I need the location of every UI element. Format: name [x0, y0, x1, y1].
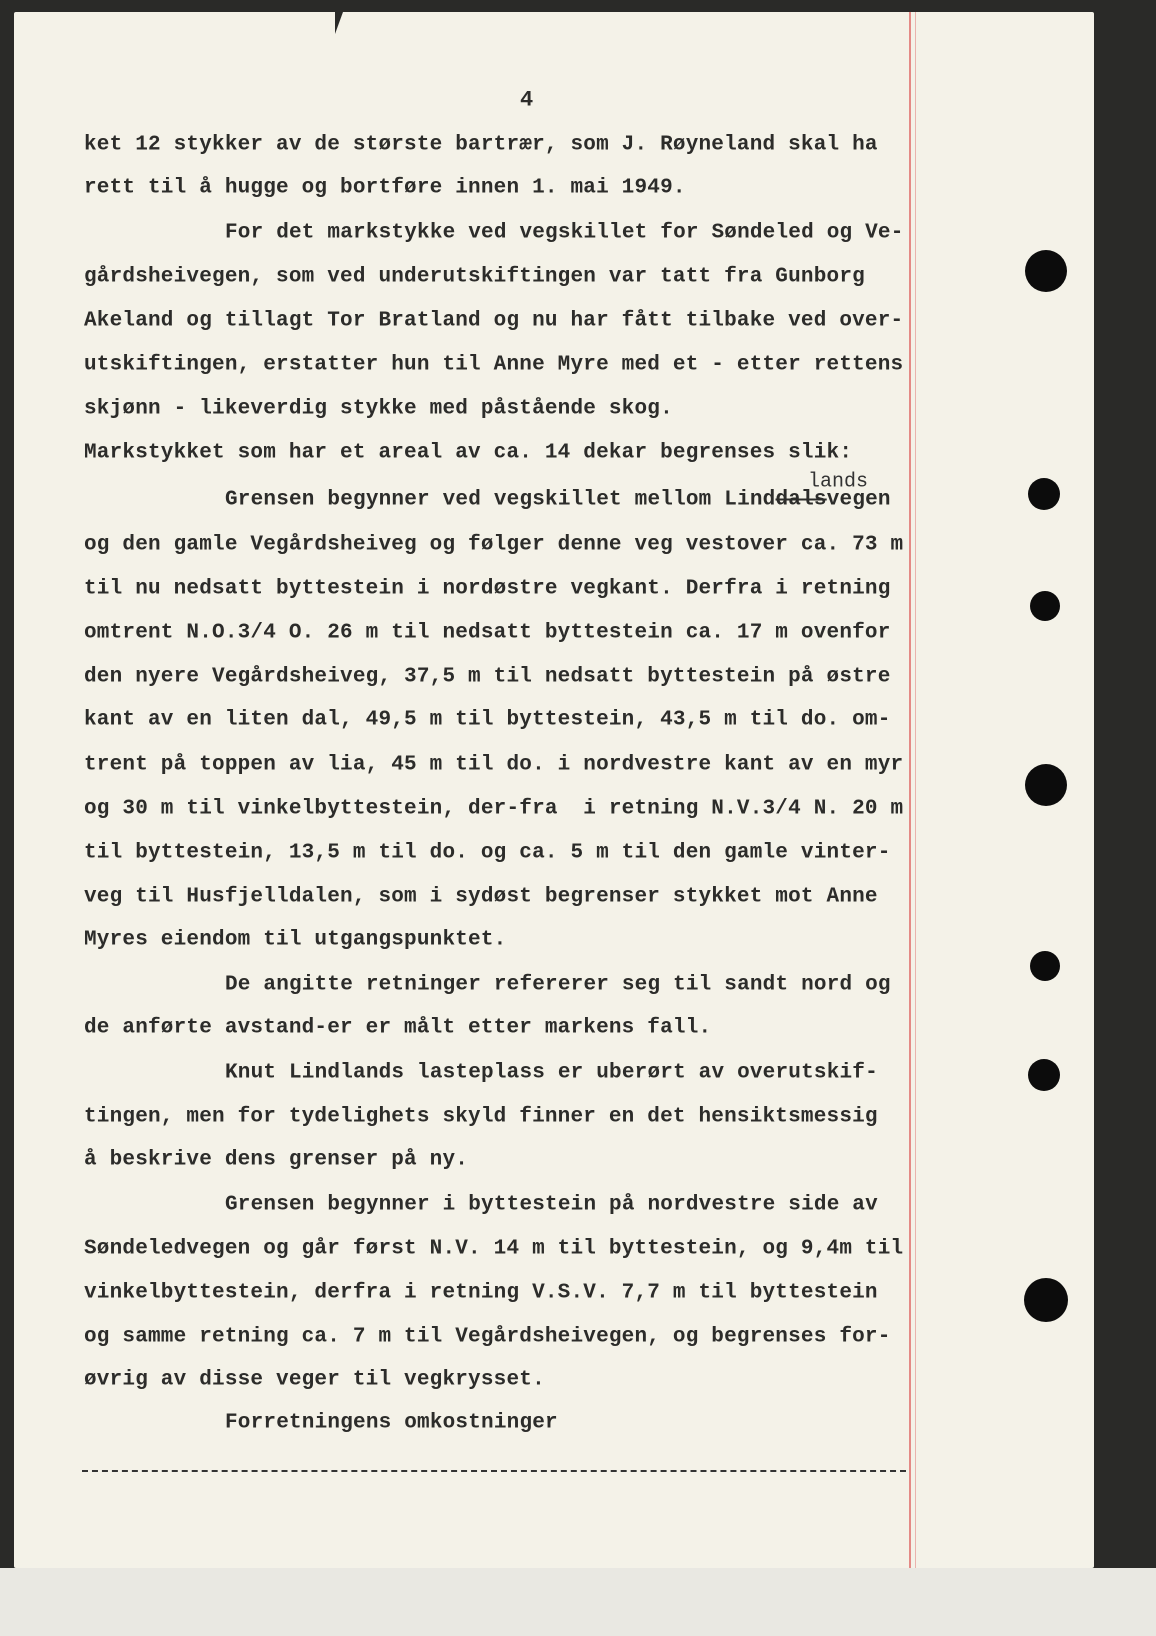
text-line: trent på toppen av lia, 45 m til do. i nordvestre kant av en myr	[84, 753, 904, 777]
punch-hole-icon	[1030, 591, 1060, 621]
text-line: øvrig av disse veger til vegkrysset.	[84, 1368, 545, 1392]
text-line: Myres eiendom til utgangspunktet.	[84, 928, 507, 952]
text-line: Grensen begynner i byttestein på nordvestre side av	[225, 1193, 878, 1217]
closing-dashed-rule	[82, 1470, 906, 1472]
text-line: Knut Lindlands lasteplass er uberørt av overutskif-	[225, 1061, 878, 1085]
page-notch	[335, 12, 351, 34]
text-line: Markstykket som har et areal av ca. 14 dekar begrenses slik:	[84, 441, 853, 465]
corrected-line-after: vegen	[826, 488, 891, 512]
handwritten-insertion: lands	[808, 470, 869, 494]
text-line: Akeland og tillagt Tor Bratland og nu har fått tilbake ved over-	[84, 309, 904, 333]
struck-text: dals	[775, 488, 827, 512]
punch-hole-icon	[1025, 764, 1067, 806]
text-line: For det markstykke ved vegskillet for Søndeled og Ve-	[225, 221, 904, 245]
text-line: til byttestein, 13,5 m til do. og ca. 5 m til den gamle vinter-	[84, 841, 891, 865]
text-line: og 30 m til vinkelbyttestein, der-fra i retning N.V.3/4 N. 20 m	[84, 797, 904, 821]
text-line: vinkelbyttestein, derfra i retning V.S.V. 7,7 m til byttestein	[84, 1281, 878, 1305]
text-line: til nu nedsatt byttestein i nordøstre vegkant. Derfra i retning	[84, 577, 891, 601]
page-number: 4	[520, 87, 534, 113]
text-line: skjønn - likeverdig stykke med påstående skog.	[84, 397, 673, 421]
text-line: den nyere Vegårdsheiveg, 37,5 m til nedsatt byttestein på østre	[84, 665, 891, 689]
text-line: De angitte retninger refererer seg til sandt nord og	[225, 973, 891, 997]
punch-hole-icon	[1028, 478, 1060, 510]
corrected-line-before: Grensen begynner ved vegskillet mellom Lind	[225, 488, 776, 512]
text-line: utskiftingen, erstatter hun til Anne Myre med et - etter rettens	[84, 353, 904, 377]
text-line: rett til å hugge og bortføre innen 1. mai 1949.	[84, 176, 686, 200]
text-line: og samme retning ca. 7 m til Vegårdsheivegen, og begrenses for-	[84, 1325, 891, 1349]
text-line: Søndeledvegen og går først N.V. 14 m til byttestein, og 9,4m til	[84, 1237, 904, 1261]
text-line: omtrent N.O.3/4 O. 26 m til nedsatt byttestein ca. 17 m ovenfor	[84, 621, 891, 645]
scan-background	[0, 1568, 1156, 1636]
text-line: veg til Husfjelldalen, som i sydøst begrenser stykket mot Anne	[84, 885, 878, 909]
punch-hole-icon	[1025, 250, 1067, 292]
text-line: gårdsheivegen, som ved underutskiftingen var tatt fra Gunborg	[84, 265, 865, 289]
text-line: og den gamle Vegårdsheiveg og følger denne veg vestover ca. 73 m	[84, 533, 904, 557]
text-line: ket 12 stykker av de største bartrær, som J. Røyneland skal ha	[84, 133, 878, 157]
punch-hole-icon	[1030, 951, 1060, 981]
text-line: tingen, men for tydelighets skyld finner en det hensiktsmessig	[84, 1105, 878, 1129]
punch-hole-icon	[1028, 1059, 1060, 1091]
punch-hole-icon	[1024, 1278, 1068, 1322]
text-line: de anførte avstand-er er målt etter markens fall.	[84, 1016, 712, 1040]
text-line: Forretningens omkostninger	[225, 1411, 558, 1435]
text-line: kant av en liten dal, 49,5 m til byttestein, 43,5 m til do. om-	[84, 708, 891, 732]
corrected-line	[225, 489, 891, 512]
text-line: å beskrive dens grenser på ny.	[84, 1148, 469, 1172]
margin-line	[909, 12, 911, 1568]
margin-line-secondary	[915, 12, 916, 1568]
